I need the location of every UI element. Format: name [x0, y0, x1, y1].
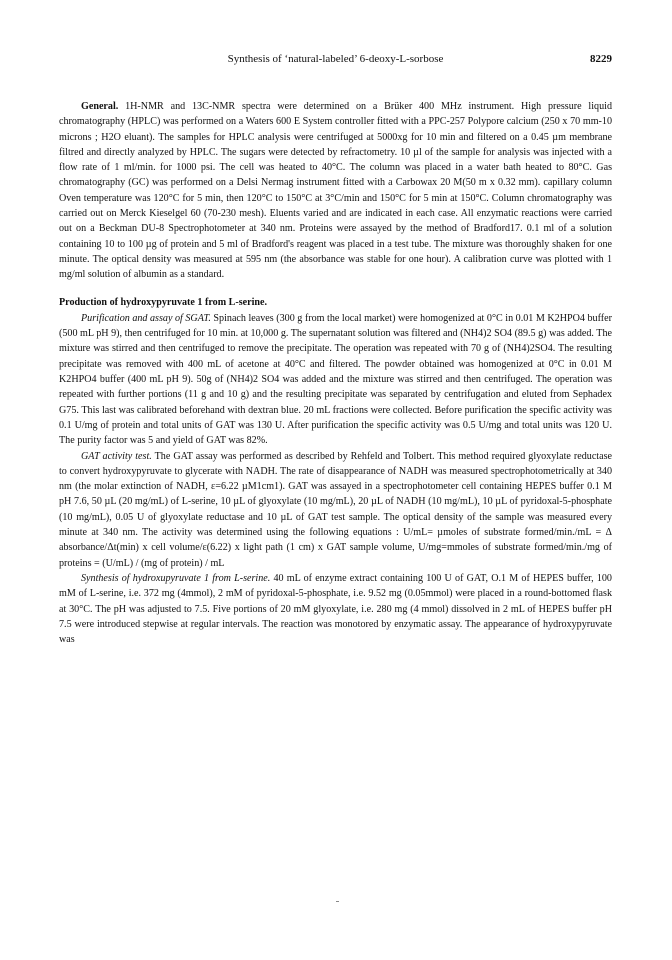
gat-lead: GAT activity test.	[81, 450, 152, 462]
gat-text: The GAT assay was performed as described by Rehfeld and Tolbert. This method required glyoxylate reductase to convert hydroxypyruvate to glycerate with NADH. The rate of disappearance of NADH was measured spectrophotometrically at 340 nm (the molar extinction of NADH, ε=6.22 µM1cm1). GAT was assayed in a spectrophotometer cell containing HEPES buffer 0.1 M pH 7.6, 50 µL (20 mg/mL) of L-serine, 10 µL of glyoxylate (10 mg/mL), 20 µL of NADH (10 mg/mL), 10 µL of pyridoxal-5-phosphate (10 mg/mL), 0.05 U of glyoxylate reductase and 10 µL of GAT test sample. The optical density of the sample was measured every minute at 340 nm. The activity was determined using the following equations : U/mL= µmoles of substrate formed/min./mL = Δ absorbance/Δt(min) x cell volume/ε(6.22) x light path (1 cm) x GAT sample volume, U/mg=mmoles of substrate formed/min./mg of proteins = (U/mL) / (mg of protein) / mL	[59, 450, 612, 569]
spacer	[59, 283, 612, 295]
purification-paragraph	[59, 311, 612, 449]
synthesis-paragraph	[59, 571, 612, 647]
section-heading: Production of hydroxypyruvate 1 from L-serine.	[59, 296, 268, 308]
running-title: Synthesis of ‘natural-labeled’ 6-deoxy-L-sorbose	[227, 53, 444, 65]
page-number: 8229	[590, 53, 612, 65]
purification-lead: Purification and assay of SGAT.	[81, 312, 211, 324]
purification-text: Spinach leaves (300 g from the local market) were homogenized at 0°C in 0.01 M K2HPO4 buffer (500 mL pH 9), then centrifuged for 10 min. at 10,000 g. The supernatant solution was filtered and (NH4)2 SO4 (89.5 g) was added. The mixture was stirred and then centrifuged to remove the precipitate. The operation was repeated with 70 g of (NH4)2SO4. The resulting precipitate was removed with 400 mL of acetone at 40°C and filtered. The powder obtained was homogenized at 0°C in 0.01 M K2HPO4 buffer (400 mL pH 9). 50g of (NH4)2 SO4 was added and the mixture was stirred and then centrifuged. The operation was repeated with further portions (11 g and 10 g) and the resulting precipitate was separated by centrifugation and eluted from Sephadex G75. This last was calibrated beforehand with dextran blue. 20 mL fractions were collected. Before purification the specific activity was 0.1 U/mg of protein and total units of GAT was 130 U. After purification the specific activity was 0.5 U/mg and total units was 120 U. The purity factor was 5 and yield of GAT was 82%.	[59, 312, 612, 447]
synthesis-lead: Synthesis of hydroxupyruvate 1 from L-serine.	[81, 572, 271, 584]
gat-paragraph	[59, 449, 612, 571]
general-lead: General.	[81, 101, 119, 112]
general-paragraph	[59, 99, 612, 283]
page-body	[59, 99, 612, 647]
general-text: 1H-NMR and 13C-NMR spectra were determined on a Brüker 400 MHz instrument. High pressure liquid chromatography (HPLC) was performed on a Waters 600 E System controller fitted with a PPC-257 Polypore calcium (250 x 70 mm-10 microns ; H2O eluant). The samples for HPLC analysis were centrifuged at 5000xg for 10 min and filtered on a 0.45 µm membrane filtred and directly analyzed by HPLC. The sugars were detected by refractometry. 10 µl of the sample for analysis was injected with a flow rate of 1 ml/min. for 1000 psi. The cell was heated to 40°C. The column was placed in a water bath heated to 80°C. Gas chromatography (GC) was performed on a Delsi Nermag instrument fitted with a Carbowax 20 M(50 m x 0.32 mm). capillary column Oven temperature was 120°C for 5 min, then 120°C to 150°C at 3°C/min and 150°C for 5 min at 150°C. Column chromatography was carried out on Merck Kieselgel 60 (70-230 mesh). Eluents varied and are indicated in each case. All enzymatic reactions were carried out on a Beckman DU-8 Spectrophotometer at 340 nm. Proteins were assayed by the method of Bradford17. 0.1 ml of a solution containing 10 to 100 µg of protein and 5 ml of Bradford's reagent was placed in a test tube. The mixture was thoroughly shaken for one minute. The optical density was measured at 595 nm (the absorbance was stable for one hour). A calibration curve was plotted with 1 mg/ml solution of albumin as a standard.	[59, 101, 612, 281]
footer-mark	[336, 901, 339, 902]
running-header	[59, 53, 612, 69]
synthesis-text: 40 mL of enzyme extract containing 100 U of GAT, O.1 M of HEPES buffer, 100 mM of L-serine, i.e. 372 mg (4mmol), 2 mM of pyridoxal-5-phosphate, i.e. 9.52 mg (0.05mmol) were placed in a round-bottomed flask at 30°C. The pH was adjusted to 7.5. Five portions of 20 mM glyoxylate, i.e. 280 mg (4 mmol) dissolved in 2 mL of HEPES buffer pH 7.5 were introduced stepwise at regular intervals. The reaction was monotored by enzymatic assay. The appearance of hydroxypyruvate was	[59, 572, 612, 646]
